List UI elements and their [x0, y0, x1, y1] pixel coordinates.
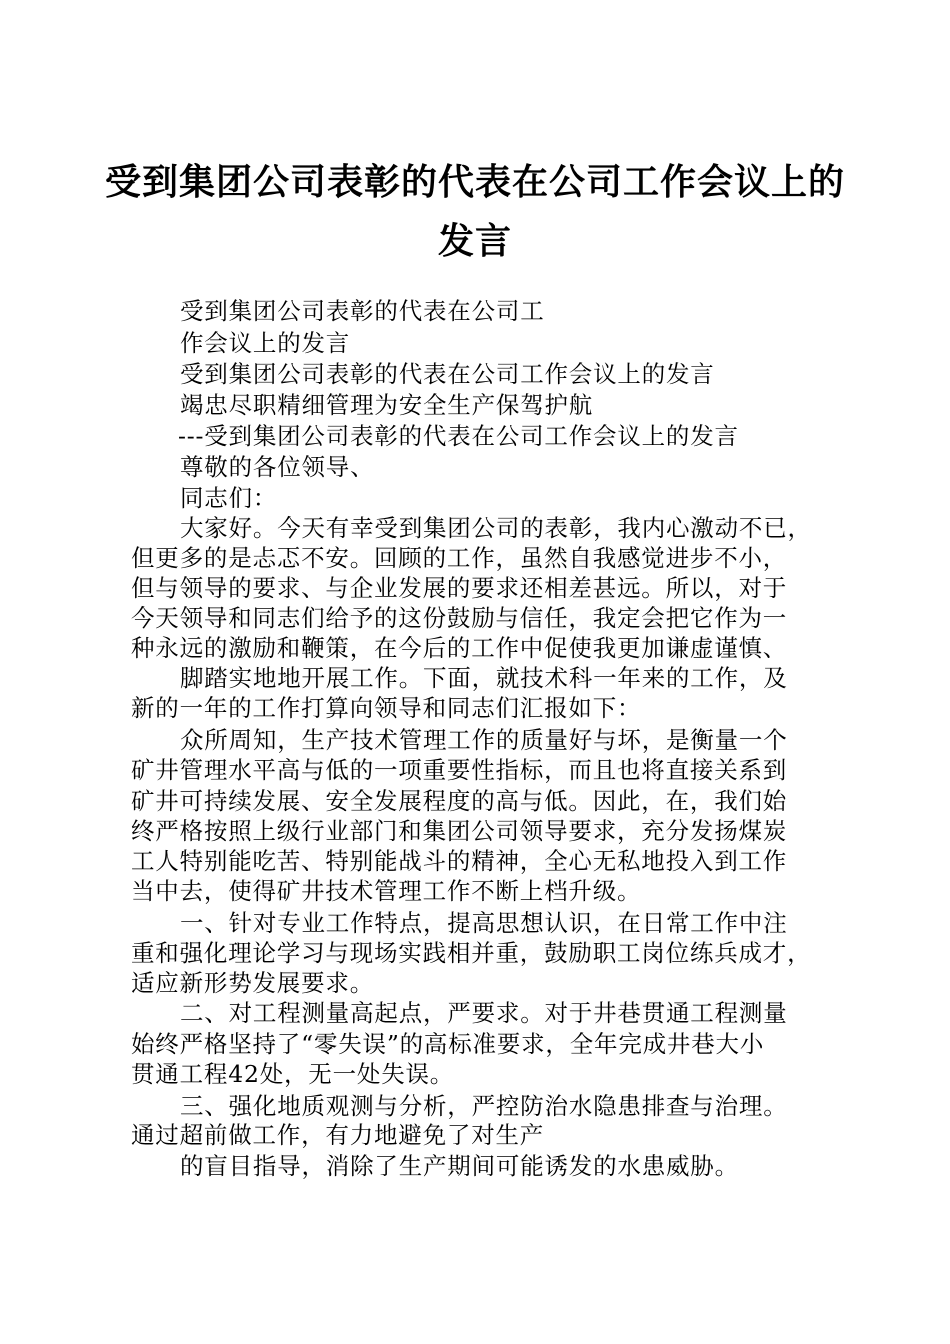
- text-line: 终严格按照上级行业部门和集团公司领导要求，充分发扬煤炭: [131, 817, 788, 845]
- text-line: 大家好。今天有幸受到集团公司的表彰，我内心激动不已，: [180, 514, 812, 542]
- text-line: 但更多的是忐忑不安。回顾的工作，虽然自我感觉进步不小，: [131, 544, 788, 572]
- text-line: 一、针对专业工作特点，提高思想认识，在日常工作中注: [180, 909, 788, 937]
- text-line: 作会议上的发言: [180, 329, 351, 357]
- text-line: 通过超前做工作，有力地避免了对生产: [131, 1121, 545, 1149]
- text-line: ---受到集团公司表彰的代表在公司工作会议上的发言: [178, 422, 739, 450]
- text-line: 但与领导的要求、与企业发展的要求还相差甚远。所以，对于: [131, 574, 788, 602]
- document-title-line-2: 发言: [437, 221, 512, 262]
- text-line: 脚踏实地地开展工作。下面，就技术科一年来的工作，及: [180, 664, 788, 692]
- document-title-line-1: 受到集团公司表彰的代表在公司工作会议上的: [104, 162, 845, 203]
- text-line: 新的一年的工作打算向领导和同志们汇报如下：: [131, 694, 642, 722]
- text-line: 贯通工程42处，无一处失误。: [131, 1060, 455, 1088]
- text-line: 始终严格坚持了“零失误”的高标准要求，全年完成井巷大小: [131, 1030, 765, 1058]
- text-line: 工人特别能吃苦、特别能战斗的精神，全心无私地投入到工作: [131, 847, 788, 875]
- text-line: 二、对工程测量高起点，严要求。对于井巷贯通工程测量: [180, 999, 788, 1027]
- text-line: 受到集团公司表彰的代表在公司工作会议上的发言: [180, 360, 715, 388]
- text-line: 竭忠尽职精细管理为安全生产保驾护航: [180, 391, 594, 419]
- text-line: 尊敬的各位领导、: [180, 453, 375, 481]
- text-line: 同志们：: [180, 484, 278, 512]
- text-line: 矿井可持续发展、安全发展程度的高与低。因此，在，我们始: [131, 787, 788, 815]
- text-line: 适应新形势发展要求。: [131, 969, 374, 997]
- text-line: 当中去，使得矿井技术管理工作不断上档升级。: [131, 877, 642, 905]
- text-line: 重和强化理论学习与现场实践相并重，鼓励职工岗位练兵成才，: [131, 939, 812, 967]
- text-line: 受到集团公司表彰的代表在公司工: [180, 297, 545, 325]
- text-line: 三、强化地质观测与分析，严控防治水隐患排查与治理。: [180, 1092, 788, 1120]
- text-line: 的盲目指导，消除了生产期间可能诱发的水患威胁。: [180, 1152, 739, 1180]
- text-line: 种永远的激励和鞭策，在今后的工作中促使我更加谦虚谨慎、: [131, 634, 788, 662]
- text-line: 今天领导和同志们给予的这份鼓励与信任，我定会把它作为一: [131, 604, 788, 632]
- text-line: 矿井管理水平高与低的一项重要性指标，而且也将直接关系到: [131, 756, 788, 784]
- text-line: 众所周知，生产技术管理工作的质量好与坏，是衡量一个: [180, 726, 788, 754]
